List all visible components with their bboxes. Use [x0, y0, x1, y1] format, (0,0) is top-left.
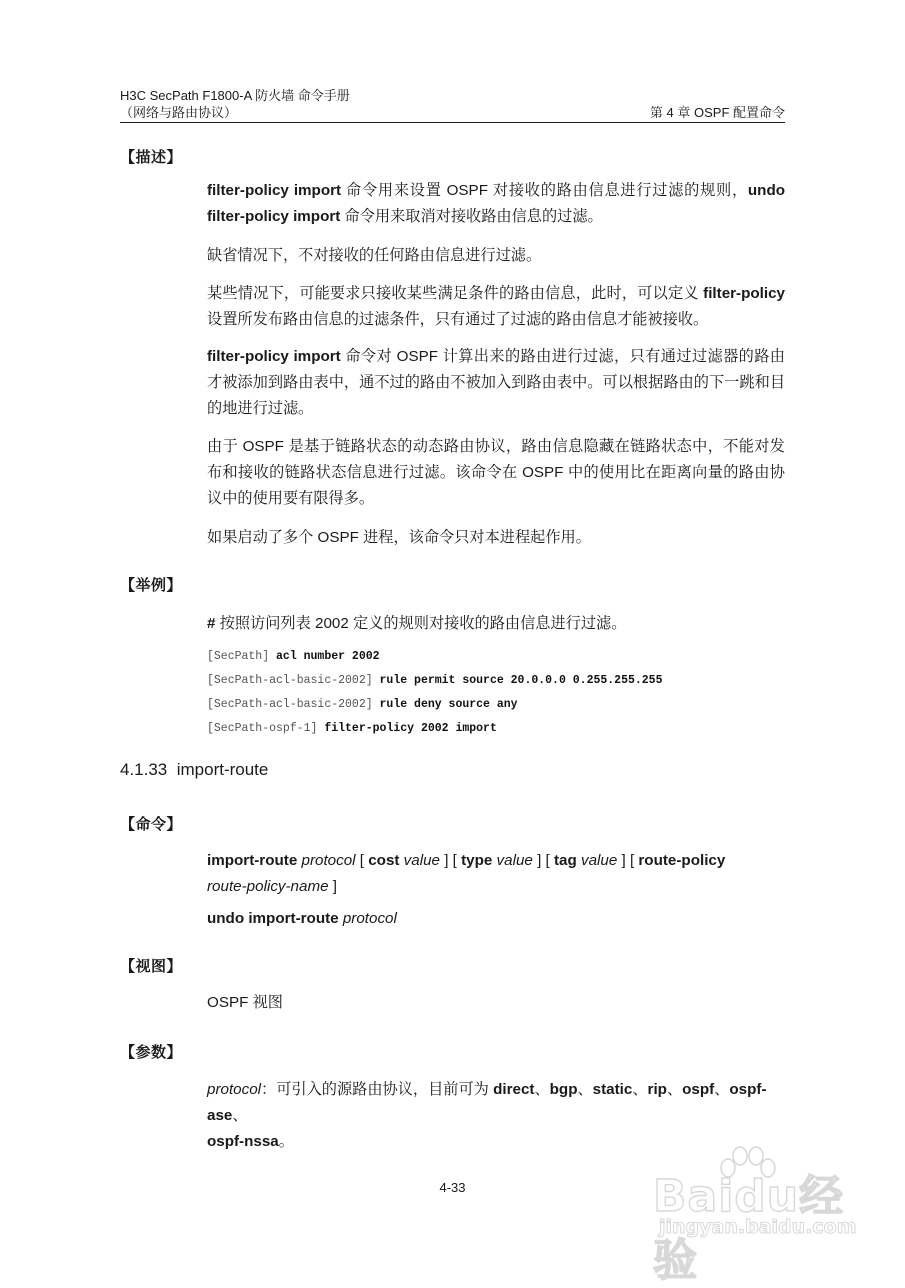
- view-text: OSPF 视图: [207, 994, 283, 1011]
- params-text: protocol：可引入的源路由协议，目前可为 direct、bgp、static、rip、ospf、ospf-ase、 ospf-nssa。: [207, 1081, 767, 1150]
- description-heading: 【描述】: [120, 149, 183, 166]
- code-line: [SecPath-acl-basic-2002] rule deny source any: [207, 698, 518, 711]
- section-heading: [120, 760, 268, 780]
- chapter-title: 第 4 章 OSPF 配置命令: [649, 105, 785, 120]
- command-syntax: import-route protocol [ cost value ] [ type value ] [ tag value ] [ route-policy route-policy-name ]: [207, 852, 726, 895]
- description-paragraph-2: 缺省情况下，不对接收的任何路由信息进行过滤。: [207, 247, 542, 264]
- view-heading: 【视图】: [120, 958, 183, 975]
- header-rule: [120, 122, 785, 123]
- description-paragraph-3: 某些情况下，可能要求只接收某些满足条件的路由信息，此时，可以定义 filter-policy 设置所发布路由信息的过滤条件，只有通过了过滤的路由信息才能被接收。: [207, 285, 785, 328]
- section-number: 4.1.33: [120, 760, 168, 779]
- watermark-url: jingyan.baidu.com: [659, 1216, 857, 1238]
- example-heading: 【举例】: [120, 577, 183, 594]
- page-number: 4-33: [439, 1180, 466, 1195]
- code-line: [SecPath] acl number 2002: [207, 650, 380, 663]
- command-keyword: undo filter-policy import: [207, 182, 785, 225]
- command-keyword: filter-policy import: [207, 182, 342, 199]
- manual-subtitle: （网络与路由协议）: [120, 105, 238, 120]
- code-line: [SecPath-ospf-1] filter-policy 2002 import: [207, 722, 497, 735]
- undo-syntax: undo import-route protocol: [207, 910, 397, 927]
- command-heading: 【命令】: [120, 816, 183, 833]
- description-paragraph-5: 由于 OSPF 是基于链路状态的动态路由协议，路由信息隐藏在链路状态中，不能对发布和接收的链路状态信息进行过滤。该命令在 OSPF 中的使用比在距离向量的路由协议中的使用要有限得多。: [207, 438, 785, 507]
- description-paragraph-4: filter-policy import 命令对 OSPF 计算出来的路由进行过滤，只有通过过滤器的路由才被添加到路由表中，通不过的路由不被加入到路由表中。可以根据路由的下一跳和目的地进行过滤。: [207, 348, 785, 417]
- watermark-logo: [645, 1148, 875, 1286]
- description-paragraph-1: filter-policy import 命令用来设置 OSPF 对接收的路由信息进行过滤的规则，undo filter-policy import 命令用来取消对接收路由信息的过滤。: [207, 182, 785, 225]
- command-keyword: filter-policy: [703, 285, 785, 302]
- manual-title: H3C SecPath F1800-A 防火墙 命令手册: [120, 88, 350, 103]
- code-line: [SecPath-acl-basic-2002] rule permit source 20.0.0.0 0.255.255.255: [207, 674, 663, 687]
- description-paragraph-6: 如果启动了多个 OSPF 进程，该命令只对本进程起作用。: [207, 529, 591, 546]
- section-title: import-route: [176, 760, 269, 779]
- params-heading: 【参数】: [120, 1044, 183, 1061]
- command-keyword: filter-policy import: [207, 348, 341, 365]
- running-header: [120, 87, 785, 121]
- example-intro: # 按照访问列表 2002 定义的规则对接收的路由信息进行过滤。: [207, 615, 627, 632]
- watermark-brand: Baidu经验: [653, 1171, 845, 1286]
